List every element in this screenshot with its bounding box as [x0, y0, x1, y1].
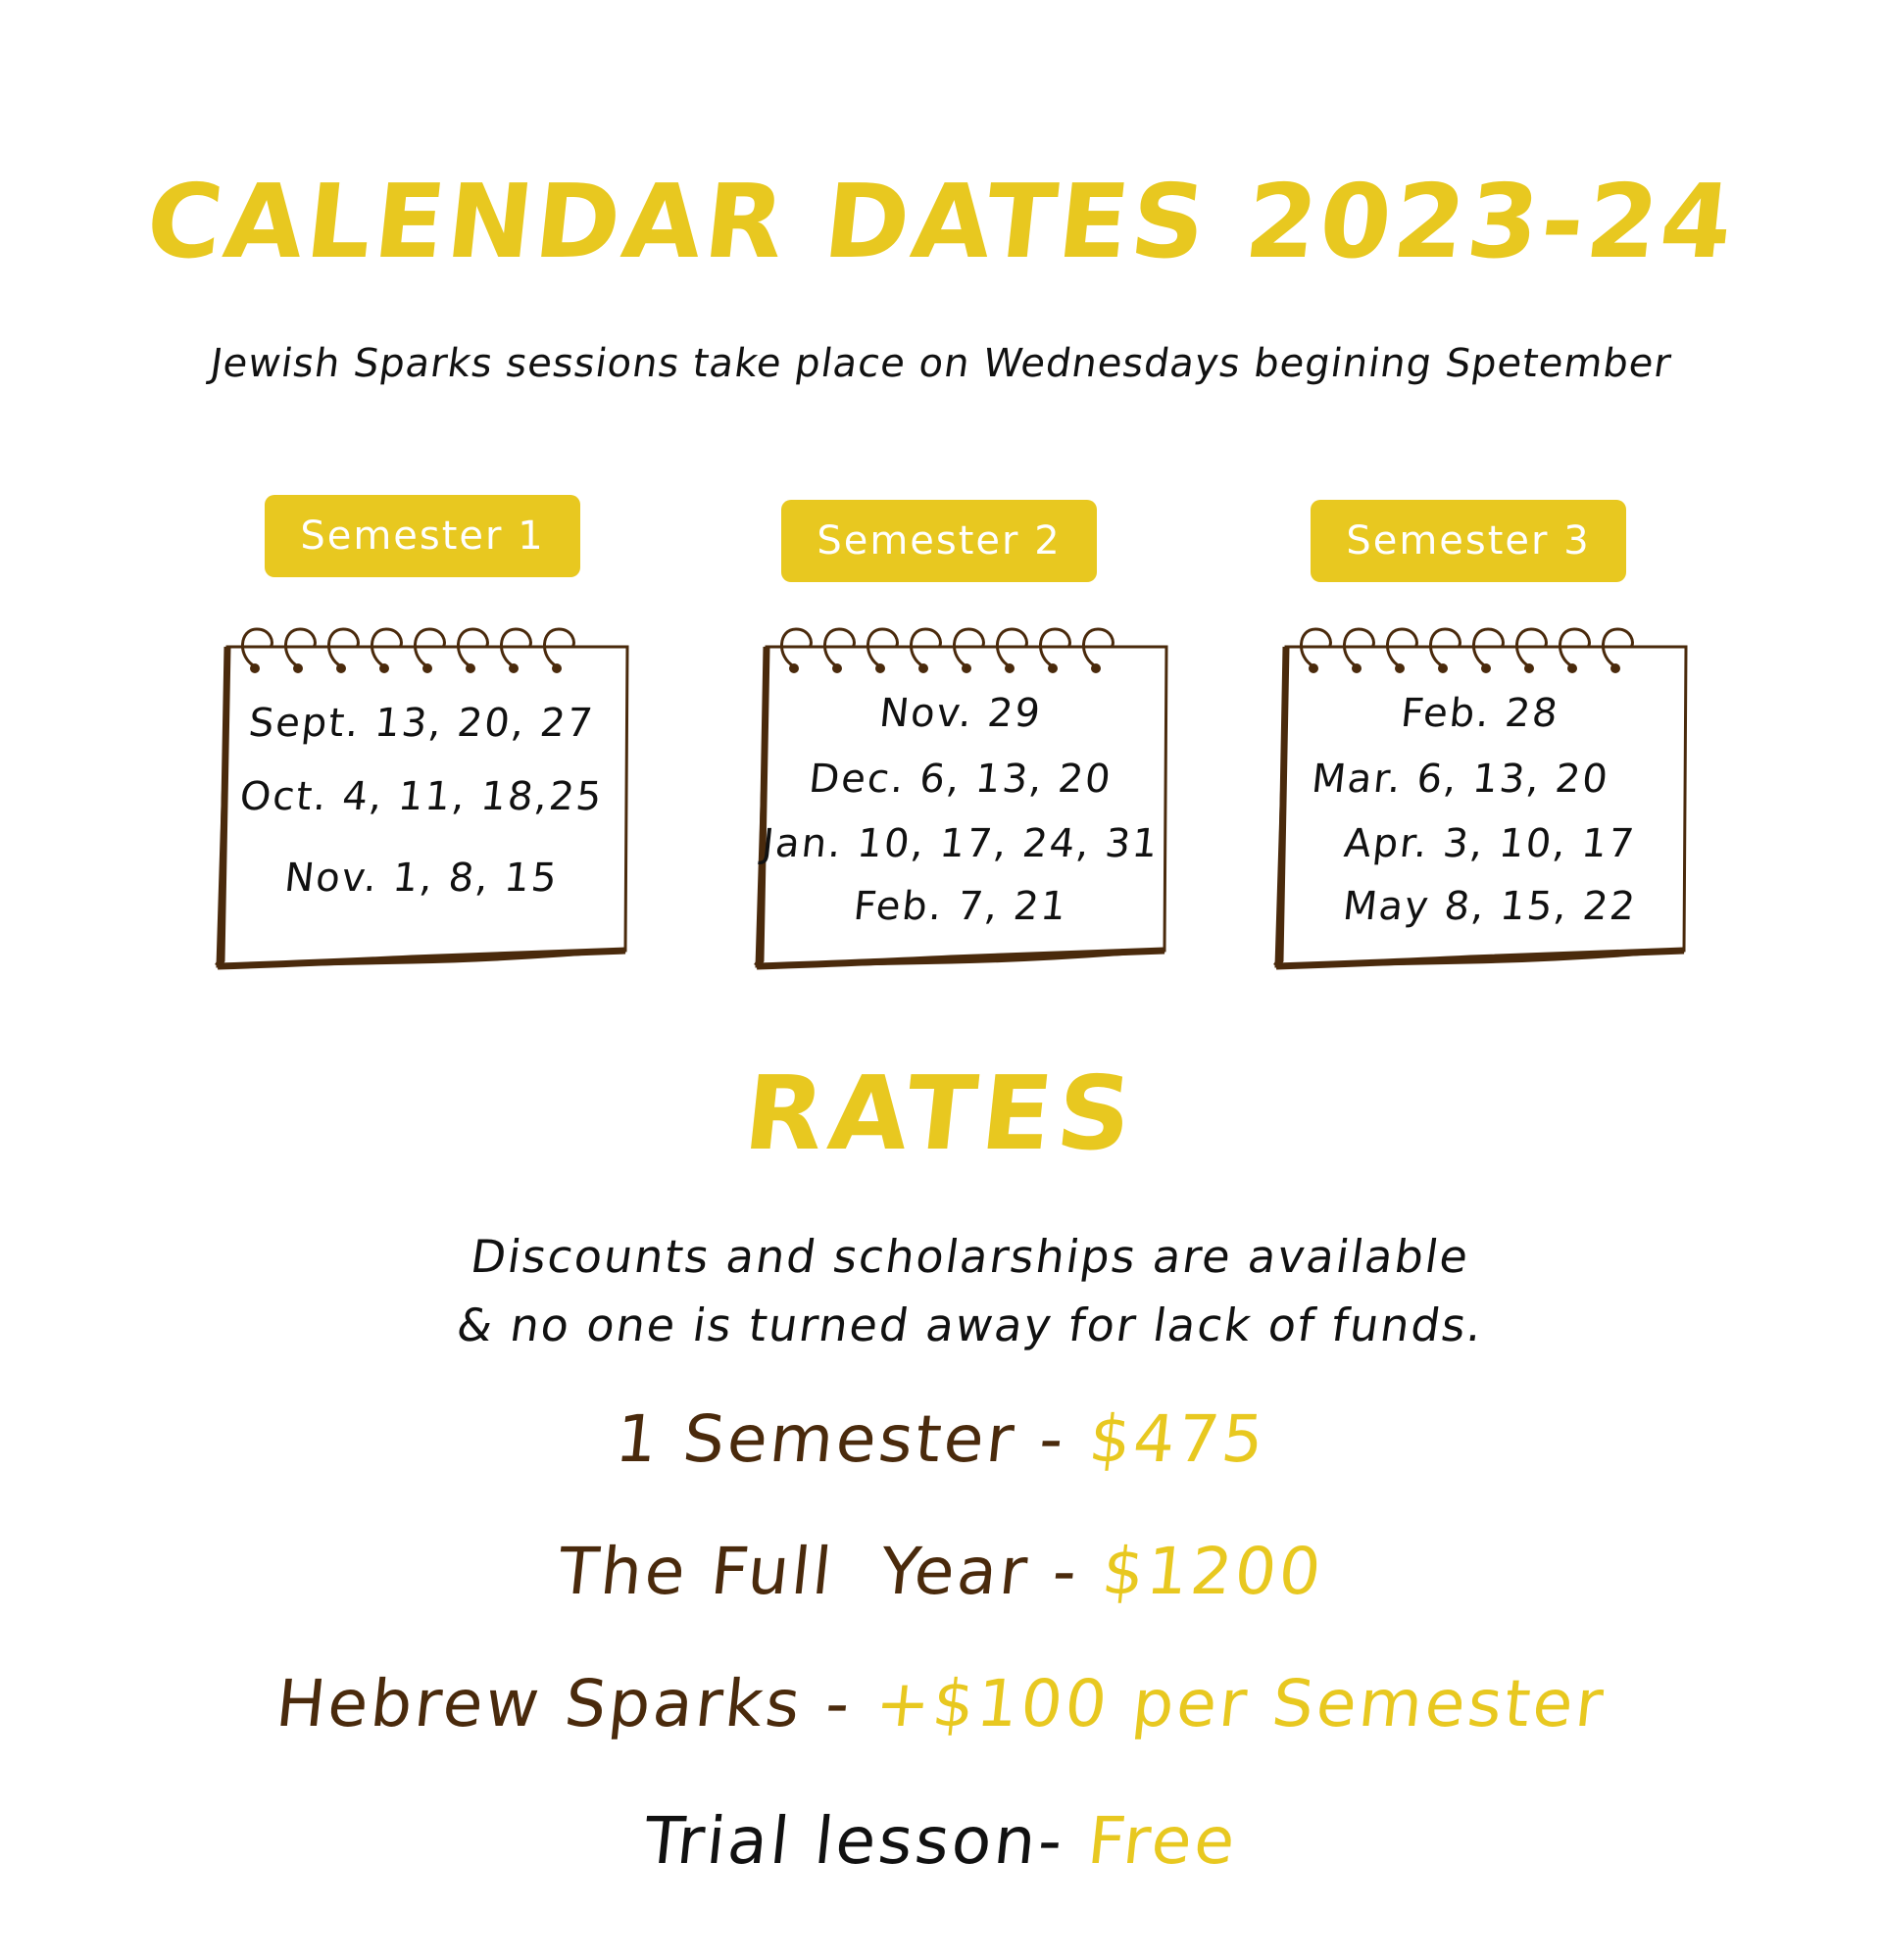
- rate-price: Free: [1084, 1803, 1242, 1879]
- rate-label: Trial lesson-: [640, 1803, 1093, 1879]
- rate-one-semester: [0, 1401, 1882, 1477]
- rate-hebrew-sparks: [0, 1666, 1882, 1741]
- rate-trial-lesson: [0, 1803, 1882, 1879]
- semester-3-badge: Semester 3: [1311, 500, 1626, 582]
- rate-price: $1200: [1099, 1534, 1328, 1609]
- rate-full-year: [0, 1534, 1882, 1609]
- discount-line-1: Discounts and scholarships are available: [467, 1230, 1474, 1283]
- rate-label: Hebrew Sparks -: [272, 1666, 880, 1741]
- semester-2-date-line-2: Dec. 6, 13, 20: [807, 757, 1114, 802]
- discount-line-2: & no one is turned away for lack of funds.: [453, 1298, 1488, 1351]
- semester-1-date-line-3: Nov. 1, 8, 15: [282, 856, 561, 901]
- semester-1-date-line-1: Sept. 13, 20, 27: [246, 701, 597, 746]
- semester-1-badge: Semester 1: [265, 495, 580, 577]
- semester-1-notepad: [216, 617, 627, 970]
- semester-3-date-line-1: Feb. 28: [1399, 691, 1561, 736]
- rate-price: +$100 per Semester: [871, 1666, 1610, 1741]
- semester-2-date-line-1: Nov. 29: [876, 691, 1045, 736]
- semester-2-date-line-3: Jan. 10, 17, 24, 31: [760, 821, 1162, 866]
- semester-2-date-line-4: Feb. 7, 21: [851, 884, 1070, 929]
- semester-2-badge: Semester 2: [781, 500, 1097, 582]
- page-subtitle: Jewish Sparks sessions take place on Wednesdays begining Spetember: [207, 341, 1675, 386]
- semester-2-notepad: [755, 617, 1166, 970]
- semester-3-date-line-3: Apr. 3, 10, 17: [1342, 821, 1638, 866]
- semester-3-notepad: [1274, 617, 1686, 970]
- semester-1-date-line-2: Oct. 4, 11, 18,25: [237, 774, 606, 819]
- semester-3-date-line-4: May 8, 15, 22: [1340, 884, 1640, 929]
- rate-label: 1 Semester -: [612, 1401, 1094, 1477]
- page-title: CALENDAR DATES 2023-24: [140, 162, 1742, 281]
- rate-price: $475: [1085, 1401, 1270, 1477]
- rate-label: The Full Year -: [554, 1534, 1108, 1609]
- rates-title: RATES: [738, 1054, 1144, 1173]
- semester-3-date-line-2: Mar. 6, 13, 20: [1309, 757, 1612, 802]
